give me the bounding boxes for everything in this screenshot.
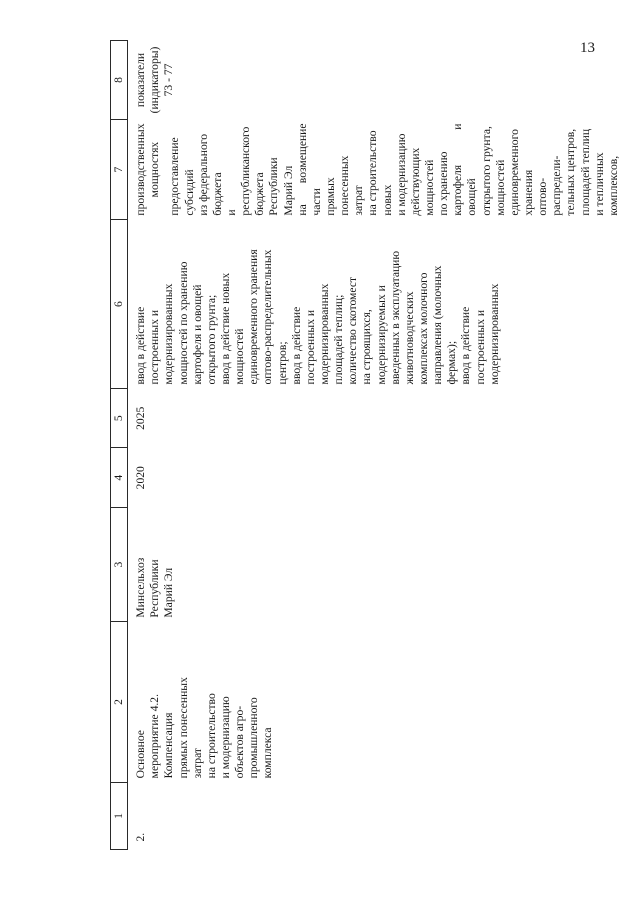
text-line: мощностей — [422, 159, 436, 216]
column-number: 2 — [111, 622, 128, 783]
text-line: и республиканского — [224, 126, 253, 216]
program-events-table — [110, 40, 621, 850]
text-line: фермах); — [445, 340, 459, 385]
text-line: комплексах молочного — [416, 272, 430, 385]
text-line: мощностей — [233, 328, 247, 385]
text-line: комплекса — [261, 727, 275, 779]
text-line: предоставление — [168, 137, 182, 216]
text-line: Республики — [148, 559, 162, 618]
column-number: 4 — [111, 448, 128, 507]
event-name-cell — [128, 622, 621, 783]
column-number-row — [111, 41, 128, 850]
text-line: единовременного хранения — [247, 249, 261, 385]
text-line: ввод в действие новых — [218, 272, 232, 385]
text-line: промышленного — [247, 697, 261, 779]
text-line: площадей теплиц — [578, 128, 592, 216]
text-line: модернизируемых и — [374, 285, 388, 385]
text-line: построенных и — [148, 309, 162, 385]
text-line: построенных и — [303, 309, 317, 385]
text-line: производственных — [134, 123, 148, 216]
text-line: модернизированных — [317, 283, 331, 385]
row-number: 2. — [134, 832, 148, 842]
text-line: единовременного — [507, 129, 521, 216]
text-line: и тепличных — [592, 152, 606, 216]
text-line: (индикаторы) 73 - 77 — [148, 46, 176, 114]
text-line: оптово-распредели- — [536, 155, 564, 216]
text-line: открытого грунта; — [204, 294, 218, 385]
text-line: площадей теплиц; — [332, 294, 346, 385]
text-line: прямых понесенных — [176, 677, 190, 779]
text-line: мощностей — [493, 159, 507, 216]
text-line: хранения — [521, 169, 535, 216]
text-line: затрат — [352, 185, 366, 216]
text-line: направления (молочных — [431, 265, 445, 385]
text-line: ввод в действие — [134, 306, 148, 385]
text-line: на возмещение части — [295, 123, 323, 216]
text-line: тельных центров, — [564, 128, 578, 216]
mechanism-text — [168, 123, 621, 215]
text-line: бюджета Республики — [253, 157, 281, 216]
text-line: центров; — [275, 341, 289, 385]
expected-result-cell — [128, 220, 621, 389]
text-line: картофеля и овощей — [190, 284, 204, 385]
text-line: на строящихся, — [360, 309, 374, 385]
text-line: мощностях — [148, 141, 162, 198]
column-number: 7 — [111, 119, 128, 219]
text-line: затрат — [190, 748, 204, 779]
text-line: картофеля и овощей — [451, 123, 479, 216]
column-number: 8 — [111, 41, 128, 120]
text-line: на строительство — [366, 130, 380, 216]
end-year-cell: 2025 — [134, 406, 148, 430]
text-line: бюджета — [210, 172, 224, 216]
text-line: Основное — [134, 730, 148, 779]
text-line: и модернизацию — [394, 133, 408, 216]
text-line: ввод в действие — [289, 306, 303, 385]
text-line: на строительство — [204, 693, 218, 779]
text-line: оптово-распределительных — [261, 249, 275, 385]
start-year-cell: 2020 — [134, 466, 148, 490]
text-line: Минсельхоз — [134, 557, 148, 618]
text-line: прямых понесенных — [323, 155, 352, 216]
column-number: 5 — [111, 389, 128, 448]
column-number: 6 — [111, 220, 128, 389]
column-number: 3 — [111, 507, 128, 621]
text-line: Компенсация — [162, 712, 176, 779]
text-line: действующих — [408, 147, 422, 216]
text-line: мощностей по хранению — [176, 261, 190, 385]
executor-cell — [128, 507, 621, 621]
text-line: субсидий — [182, 169, 196, 216]
text-line: модернизированных — [162, 283, 176, 385]
text-line: комплексов, — [606, 155, 620, 216]
text-line: животноводческих — [402, 291, 416, 385]
text-line: и модернизацию — [218, 696, 232, 779]
text-line: объектов агро- — [233, 705, 247, 779]
mechanism-heading — [134, 123, 162, 215]
text-line: модернизированных — [487, 283, 501, 385]
indicators-cell — [128, 41, 621, 120]
mechanism-cell — [128, 119, 621, 219]
text-line: количество скотомест — [346, 276, 360, 385]
text-line: ввод в действие — [459, 306, 473, 385]
text-line: построенных и — [473, 309, 487, 385]
text-line: показатели — [134, 52, 148, 108]
text-line: Марий Эл — [281, 165, 295, 216]
table-row — [128, 41, 621, 850]
column-number: 1 — [111, 782, 128, 849]
text-line: открытого грунта, — [479, 126, 493, 216]
text-line: мероприятие 4.2. — [148, 694, 162, 779]
text-line: введенных в эксплуатацию — [388, 250, 402, 385]
text-line: Марий Эл — [162, 567, 176, 618]
text-line: новых — [380, 184, 394, 216]
page-number: 13 — [580, 40, 595, 56]
text-line: по хранению — [437, 151, 451, 216]
text-line: из федерального — [196, 133, 210, 216]
